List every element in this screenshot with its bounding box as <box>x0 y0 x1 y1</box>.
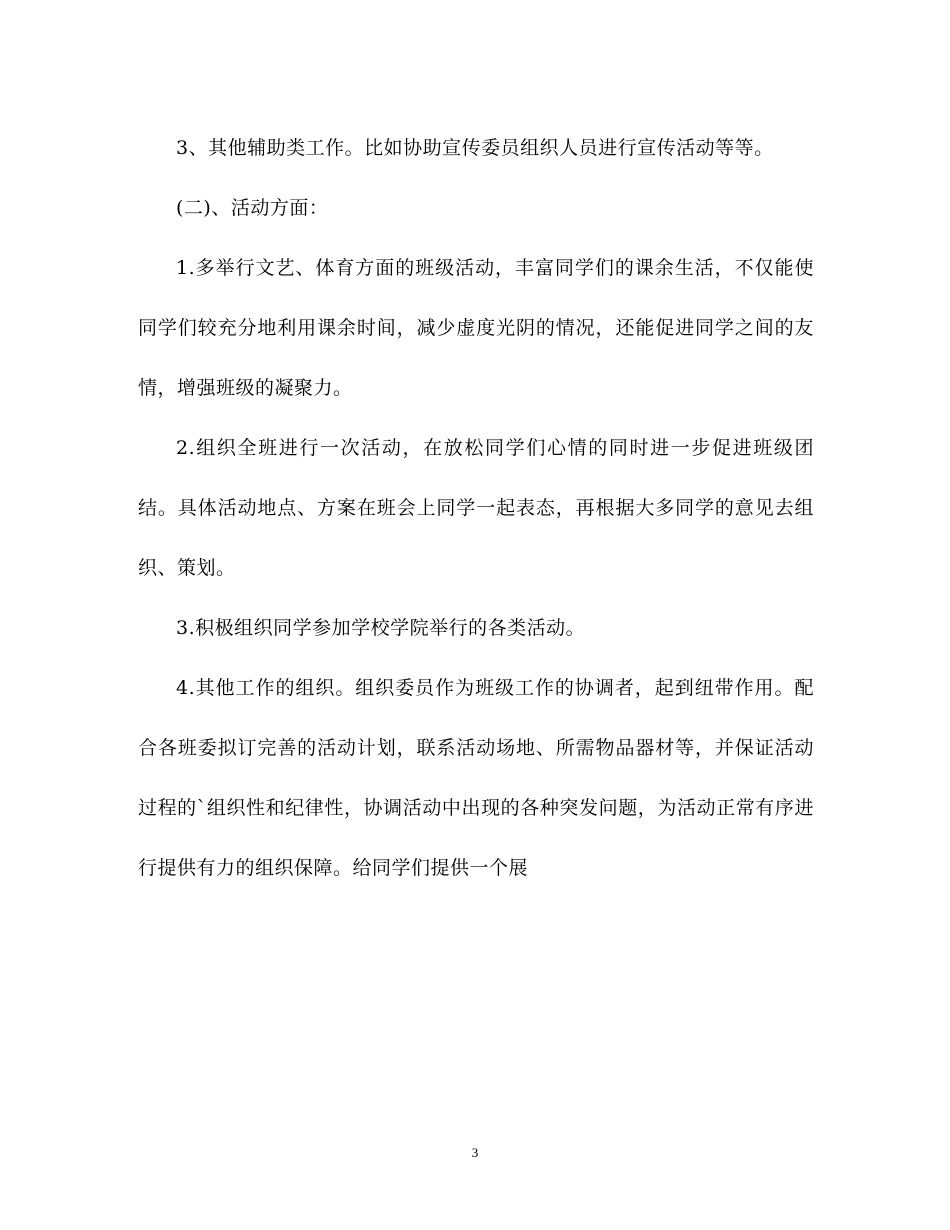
paragraph-other-assist-work: 3、其他辅助类工作。比如协助宣传委员组织人员进行宣传活动等等。 <box>176 137 774 159</box>
paragraph-activity-item-1: 1.多举行文艺、体育方面的班级活动，丰富同学们的课余生活，不仅能使同学们较充分地利用课余时间，减少虚度光阴的情况，还能促进同学之间的友情，增强班级的凝聚力。 <box>138 257 814 399</box>
page-number: 3 <box>471 1145 479 1160</box>
paragraph-activity-item-2: 2.组织全班进行一次活动，在放松同学们心情的同时进一步促进班级团结。具体活动地点、方案在班会上同学一起表态，再根据大多同学的意见去组织、策划。 <box>138 437 814 579</box>
document-body <box>138 118 814 898</box>
paragraph-activity-item-4: 4.其他工作的组织。组织委员作为班级工作的协调者，起到纽带作用。配合各班委拟订完善的活动计划，联系活动场地、所需物品器材等，并保证活动过程的`组织性和纪律性，协调活动中出现的各种突发问题，为活动正常有序进行提供有力的组织保障。给同学们提供一个展 <box>138 677 814 879</box>
paragraph-activity-heading: (二)、活动方面： <box>176 197 329 219</box>
paragraph-activity-item-3: 3.积极组织同学参加学校学院举行的各类活动。 <box>176 617 586 639</box>
